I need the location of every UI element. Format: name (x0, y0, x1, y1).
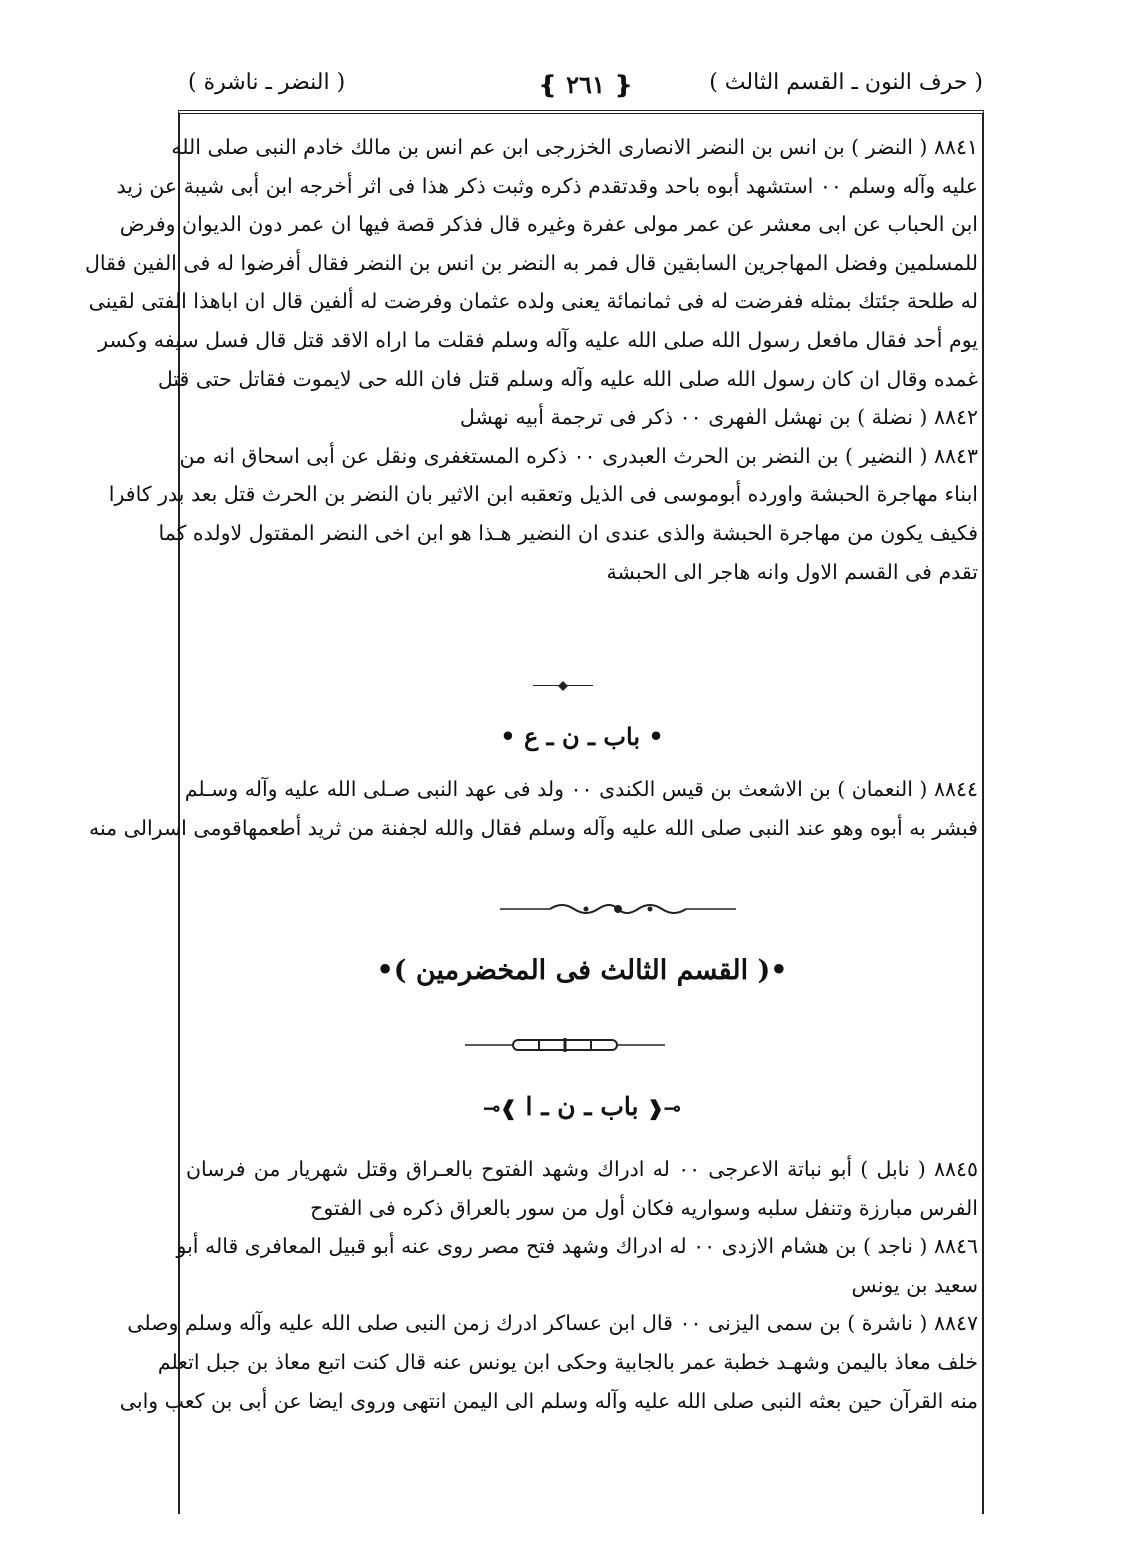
bab-heading-nun-alif-wrap (186, 1092, 978, 1121)
section-entries-8845-8847 (119, 1150, 979, 1420)
part-heading-mukhadramin: •( القسم الثالث فى المخضرمين )• (376, 955, 788, 986)
bab-heading-nun-alif: باب ـ ن ـ ا (525, 1092, 639, 1121)
bab-heading-nun-ain: • باب ـ ن ـ ع • (500, 722, 664, 751)
text-line: يوم أحد فقال مافعل رسول الله صلى الله عليه وآله وسلم فقلت ما اراه الاقد قتل قال فسل سيفه وكسر (98, 327, 978, 352)
text-line: ٨٨٤٥ ( نابل ) أبو نباتة الاعرجى ٠٠ له ادراك وشهد الفتوح بالعـراق وقتل شهريار من فرسان (186, 1157, 979, 1181)
text-line: للمسلمين وفضل المهاجرين السابقين قال فمر به النضر بن انس بن النضر فقال أفرضوا له فى الفين فقال (84, 250, 978, 275)
text-line: ٨٨٤١ ( النضر ) بن انس بن النضر الانصارى الخزرجى ابن عم انس بن مالك خادم النبى صلى الله (171, 135, 978, 159)
left-flourish-icon: ⊸❰ (647, 1096, 681, 1120)
text-line: غمده وقال ان كان رسول الله صلى الله عليه وآله وسلم قتل فان الله حى لايموت فقاتل حتى قتل (157, 366, 978, 391)
page-number: ❴ ٢٦١ ❵ (537, 70, 634, 99)
ornamental-divider (465, 1036, 665, 1052)
text-line: عليه وآله وسلم ٠٠ استشهد أبوه باحد وقدتقدم ذكره وثبت ذكر هذا فى اثر أخرجه ابن أبى شيبة عن زيد (116, 173, 978, 198)
text-line: ٨٨٤٤ ( النعمان ) بن الاشعث بن قيس الكندى ٠٠ ولد فى عهد النبى صـلى الله عليه وآله وسـلم (184, 777, 978, 801)
text-line: تقدم فى القسم الاول وانه هاجر الى الحبشة (606, 559, 978, 584)
text-line: ابناء مهاجرة الحبشة واورده أبوموسى فى الذيل وتعقبه ابن الاثير بان النضر بن الحرث قتل بعد بدر كافرا (108, 482, 978, 507)
text-line: ٨٨٤٣ ( النضير ) بن النضر بن الحرث العبدرى ٠٠ ذكره المستغفرى ونقل عن أبى اسحاق انه من (179, 443, 978, 468)
diamond-ornament-icon (533, 678, 593, 694)
section-divider (533, 678, 593, 694)
text-line: فبشر به أبوه وهو عند النبى صلى الله عليه وآله وسلم فقال والله لجفنة من ثريد أطعمهاقومى اسرالى منه (88, 815, 978, 840)
text-line: الفرس مبارزة وتنفل سلبه وسواريه فكان أول من سور بالعراق ذكره فى الفتوح (310, 1195, 978, 1220)
text-line: ابن الحباب عن ابى معشر عن عمر مولى عفرة وغيره قال فذكر قصة فيها ان عمر دون الديوان وفرض (119, 212, 978, 237)
ornamental-divider (500, 900, 736, 916)
text-line: ٨٨٤٢ ( نضلة ) بن نهشل الفهرى ٠٠ ذكر فى ترجمة أبيه نهشل (459, 405, 978, 430)
page-number-value: ٢٦١ (566, 70, 605, 99)
header-entries: ( النضر ـ ناشرة ) (188, 70, 346, 95)
running-header (188, 70, 983, 106)
right-flourish-icon: ❱⟜ (483, 1096, 517, 1120)
text-line: له طلحة جئتك بمثله ففرضت له فى ثمانمائة يعنى ولده عثمان وفرضت له ألفين قال ان اباهذا الفتى لقينى (88, 289, 978, 314)
chain-ornament-icon (465, 1036, 665, 1054)
text-line: خلف معاذ باليمن وشهـد خطبة عمر بالجابية وحكى ابن يونس عنه قال كنت اتبع معاذ بن جبل اتعلم (157, 1349, 978, 1374)
floral-ornament-icon (500, 900, 736, 918)
header-chapter: ( حرف النون ـ القسم الثالث ) (709, 70, 983, 95)
section-entry-8844 (88, 770, 978, 847)
text-line: منه القرآن حين بعثه النبى صلى الله عليه وآله وسلم الى اليمن انتهى وروى ايضا عن أبى بن كعب وابى (119, 1388, 978, 1413)
text-line: سعيد بن يونس (851, 1272, 978, 1297)
text-line: ٨٨٤٦ ( ناجد ) بن هشام الازدى ٠٠ له ادراك وشهد فتح مصر روى عنه أبو قبيل المعافرى قاله أبو (176, 1234, 978, 1259)
text-line: ٨٨٤٧ ( ناشرة ) بن سمى اليزنى ٠٠ قال ابن عساكر ادرك زمن النبى صلى الله عليه وآله وسلم وصلى (127, 1311, 978, 1336)
section-entries-8841-8843 (84, 128, 978, 591)
text-line: فكيف يكون من مهاجرة الحبشة والذى عندى ان النضير هـذا هو ابن اخى النضر المقتول لاولده كما (158, 520, 978, 545)
